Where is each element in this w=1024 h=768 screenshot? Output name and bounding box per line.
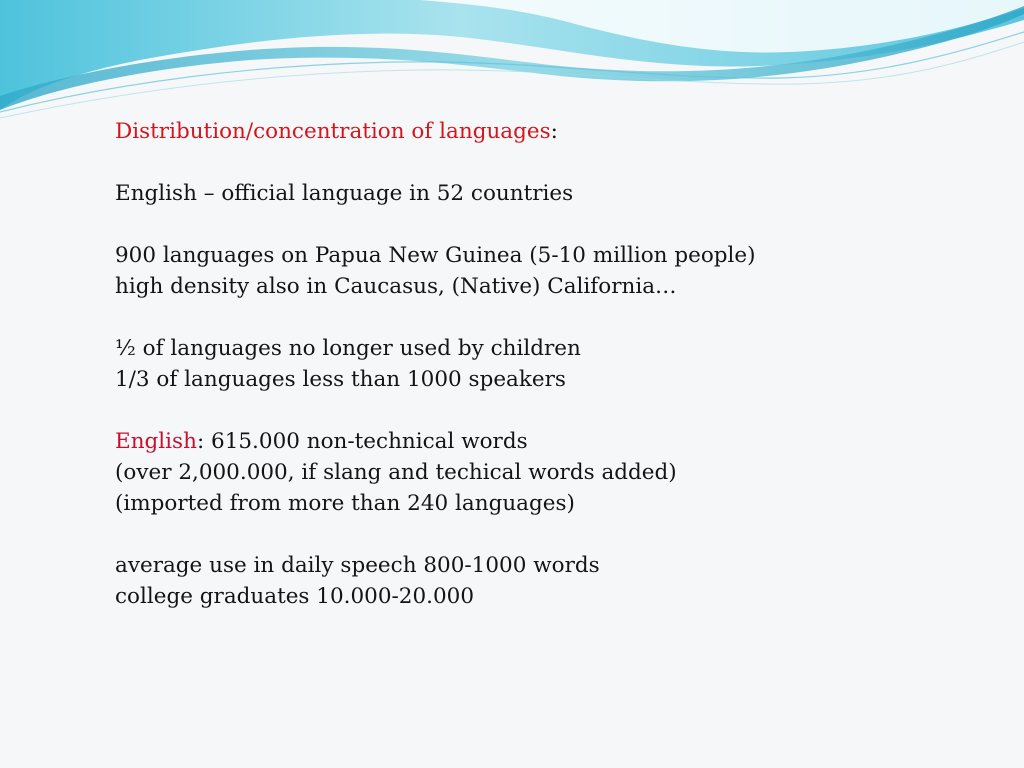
- spacer: [115, 209, 995, 240]
- college-line: college graduates 10.000-20.000: [115, 584, 475, 609]
- official-language-line: English – official language in 52 countries: [115, 181, 574, 206]
- spacer: [115, 147, 995, 178]
- heading-colon: :: [550, 119, 558, 144]
- slide-body: [115, 116, 995, 612]
- spacer: [115, 302, 995, 333]
- english-line: [115, 426, 995, 457]
- papua-line: 900 languages on Papua New Guinea (5-10 million people): [115, 243, 756, 268]
- english-word-count: : 615.000 non-technical words: [196, 429, 528, 454]
- spacer: [115, 395, 995, 426]
- english-label: English: [115, 429, 197, 454]
- heading-text: Distribution/concentration of languages: [115, 119, 551, 144]
- spacer: [115, 519, 995, 550]
- density-line: high density also in Caucasus, (Native) California…: [115, 274, 677, 299]
- imported-line: (imported from more than 240 languages): [115, 491, 575, 516]
- over-line: (over 2,000.000, if slang and techical words added): [115, 460, 677, 485]
- heading-line: [115, 116, 995, 147]
- third-line: 1/3 of languages less than 1000 speakers: [115, 367, 566, 392]
- half-line: ½ of languages no longer used by children: [115, 336, 581, 361]
- average-line: average use in daily speech 800-1000 words: [115, 553, 600, 578]
